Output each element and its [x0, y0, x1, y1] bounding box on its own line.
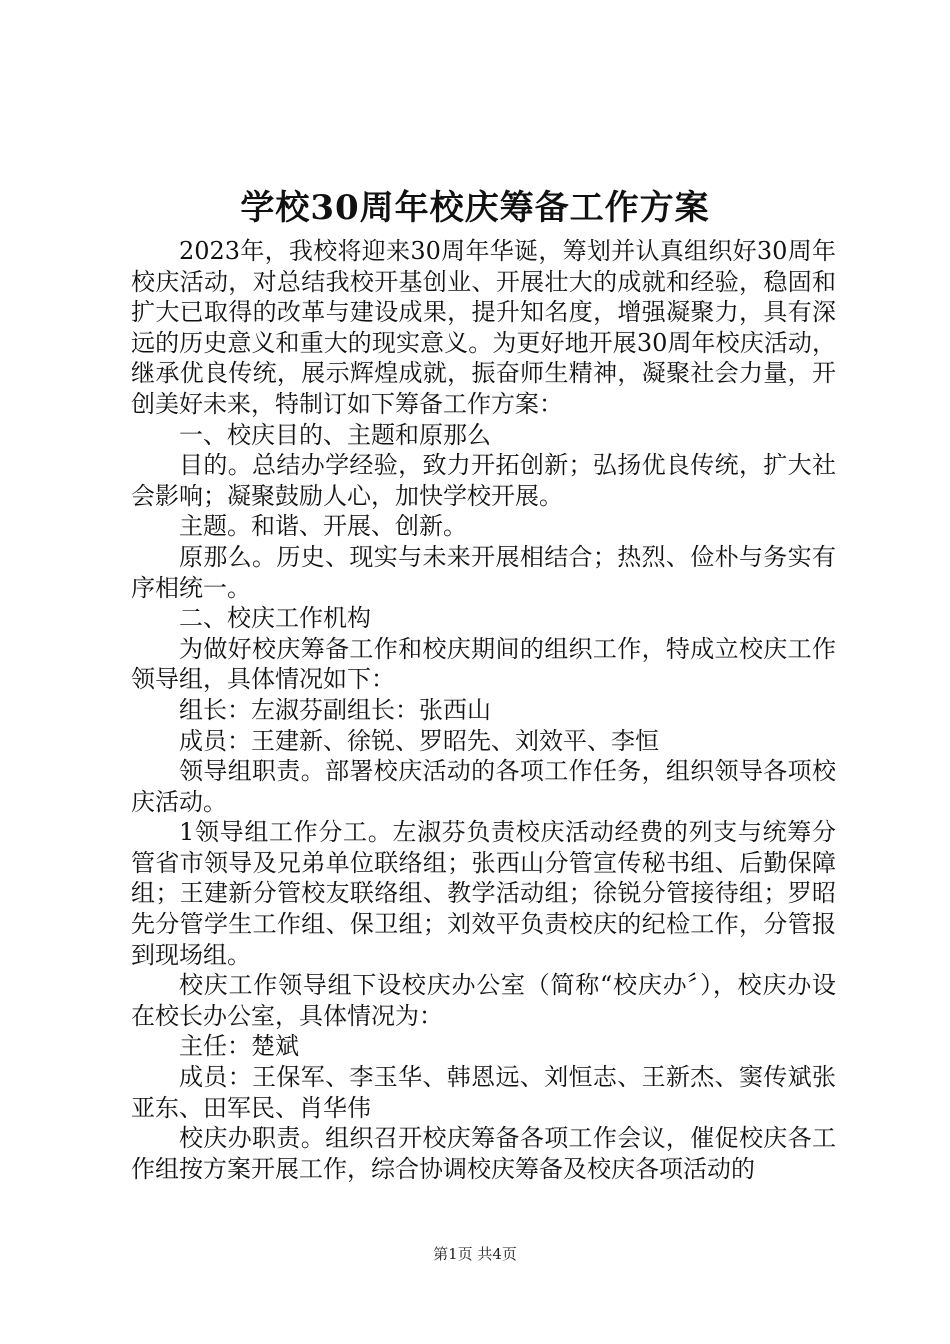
page-footer: 第1页 共4页: [433, 1245, 517, 1263]
paragraph-group-leaders: 组长：左淑芬副组长：张西山: [179, 695, 491, 724]
paragraph-office-duties: 校庆办职责。组织召开校庆筹备各项工作会议，催促校庆各工作组按方案开展工作，综合协调校庆筹备及校庆各项活动的: [131, 1124, 836, 1183]
paragraph-office-members: 成员：王保军、李玉华、韩恩远、刘恒志、王新杰、窦传斌张亚东、田军民、肖华伟: [131, 1063, 836, 1122]
paragraph-office-setup: 校庆工作领导组下设校庆办公室（简称“校庆办〞），校庆办设在校长办公室，具体情况为：: [131, 971, 836, 1030]
paragraph-division-of-work: 1领导组工作分工。左淑芬负责校庆活动经费的列支与统筹分管省市领导及兄弟单位联络组；张西山分管宣传秘书组、后勤保障组；王建新分管校友联络组、教学活动组；徐锐分管接待组；罗昭先分管学生工作组、保卫组；刘效平负责校庆的纪检工作，分管报到现场组。: [131, 818, 836, 969]
section-heading-purpose: 一、校庆目的、主题和原那么: [179, 420, 491, 449]
document-body: [131, 236, 836, 1184]
paragraph-intro: 2023年，我校将迎来30周年华诞，筹划并认真组织好30周年校庆活动，对总结我校开基创业、开展壮大的成就和经验，稳固和扩大已取得的改革与建设成果，提升知名度，增强凝聚力，具有深远的历史意义和重大的现实意义。为更好地开展30周年校庆活动，继承优良传统，展示辉煌成就，振奋师生精神，凝聚社会力量，开创美好未来，特制订如下筹备工作方案：: [131, 237, 836, 418]
paragraph-principle: 原那么。历史、现实与未来开展相结合；热烈、俭朴与务实有序相统一。: [131, 542, 836, 602]
paragraph-leading-group: 为做好校庆筹备工作和校庆期间的组织工作，特成立校庆工作领导组，具体情况如下：: [131, 634, 836, 694]
paragraph-office-director: 主任：楚斌: [179, 1032, 299, 1061]
paragraph-group-members: 成员：王建新、徐锐、罗昭先、刘效平、李恒: [179, 726, 659, 755]
paragraph-purpose: 目的。总结办学经验，致力开拓创新；弘扬优良传统，扩大社会影响；凝聚鼓励人心，加快学校开展。: [131, 451, 836, 510]
paragraph-theme: 主题。和谐、开展、创新。: [179, 512, 467, 541]
section-heading-organization: 二、校庆工作机构: [179, 604, 371, 633]
paragraph-group-duties: 领导组职责。部署校庆活动的各项工作任务，组织领导各项校庆活动。: [131, 757, 836, 816]
document-title: 学校30周年校庆筹备工作方案: [240, 188, 710, 228]
